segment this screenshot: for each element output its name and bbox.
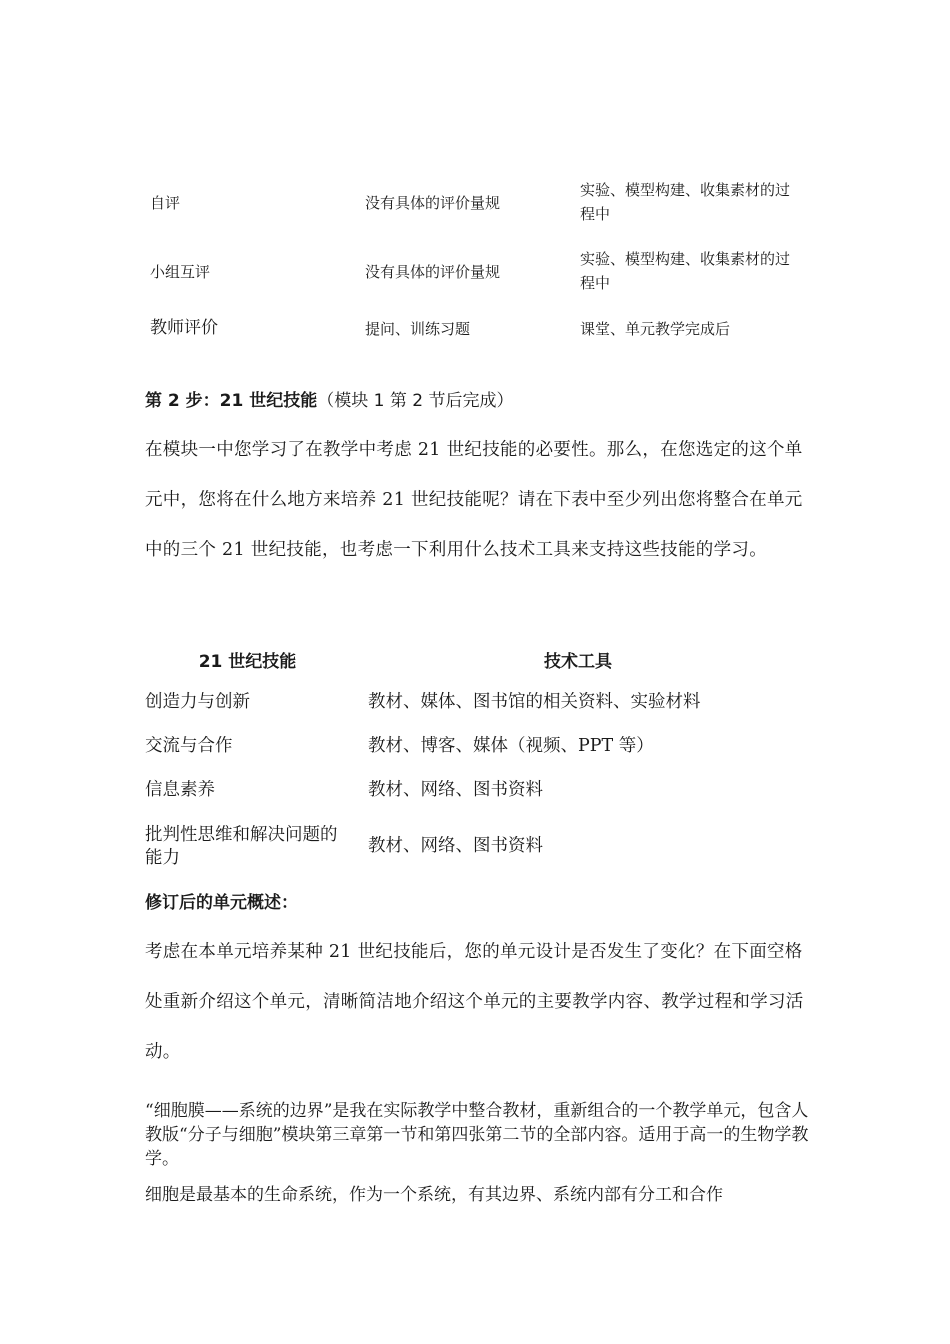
eval-timing-cell: 实验、模型构建、收集素材的过程中: [580, 181, 791, 223]
skill-tools: 教材、媒体、图书馆的相关资料、实验材料: [368, 692, 701, 712]
overview-paragraph-1: “细胞膜——系统的边界”是我在实际教学中整合教材，重新组合的一个教学单元，包含人教版“分子与细胞”模块第三章第一节和第四张第二节的全部内容。适用于高一的生物学教学。: [145, 1101, 809, 1169]
skill-tools: 教材、网络、图书资料: [368, 836, 543, 856]
eval-timing-cell: 课堂、单元教学完成后: [580, 320, 731, 338]
revised-heading: 修订后的单元概述：: [145, 893, 298, 913]
eval-timing-cell: 实验、模型构建、收集素材的过程中: [580, 250, 791, 292]
eval-rubric-cell: 提问、训练习题: [365, 320, 471, 338]
skill-name: 创造力与创新: [145, 692, 250, 712]
step2-paragraph: 在模块一中您学习了在教学中考虑 21 世纪技能的必要性。那么，在您选定的这个单元中，您将在什么地方来培养 21 世纪技能呢？请在下表中至少列出您将整合在单元中的三个 21 世纪技能，也考虑一下利用什么技术工具来支持这些技能的学习。: [145, 440, 803, 560]
eval-method-cell: 教师评价: [150, 318, 218, 338]
skill-name: 信息素养: [145, 780, 215, 800]
skill-tools: 教材、博客、媒体（视频、PPT 等）: [368, 736, 654, 756]
eval-rubric-cell: 没有具体的评价量规: [365, 194, 501, 212]
skill-tools: 教材、网络、图书资料: [368, 780, 543, 800]
skills-header-tools: 技术工具: [544, 652, 612, 672]
skill-name: 批判性思维和解决问题的能力: [145, 825, 338, 868]
skill-name: 交流与合作: [145, 736, 233, 756]
revised-paragraph: 考虑在本单元培养某种 21 世纪技能后，您的单元设计是否发生了变化？在下面空格处重新介绍这个单元，清晰简洁地介绍这个单元的主要教学内容、教学过程和学习活动。: [145, 942, 804, 1062]
eval-rubric-cell: 没有具体的评价量规: [365, 263, 501, 281]
step2-heading: [145, 386, 514, 411]
overview-paragraph-2: 细胞是最基本的生命系统，作为一个系统，有其边界、系统内部有分工和合作: [145, 1185, 723, 1205]
eval-method-cell: 小组互评: [150, 263, 211, 281]
step2-note: （模块 1 第 2 节后完成）: [317, 391, 514, 411]
skills-header-skill: 21 世纪技能: [198, 652, 297, 672]
eval-method-cell: 自评: [150, 194, 181, 212]
step2-title: 第 2 步：21 世纪技能: [145, 391, 318, 411]
